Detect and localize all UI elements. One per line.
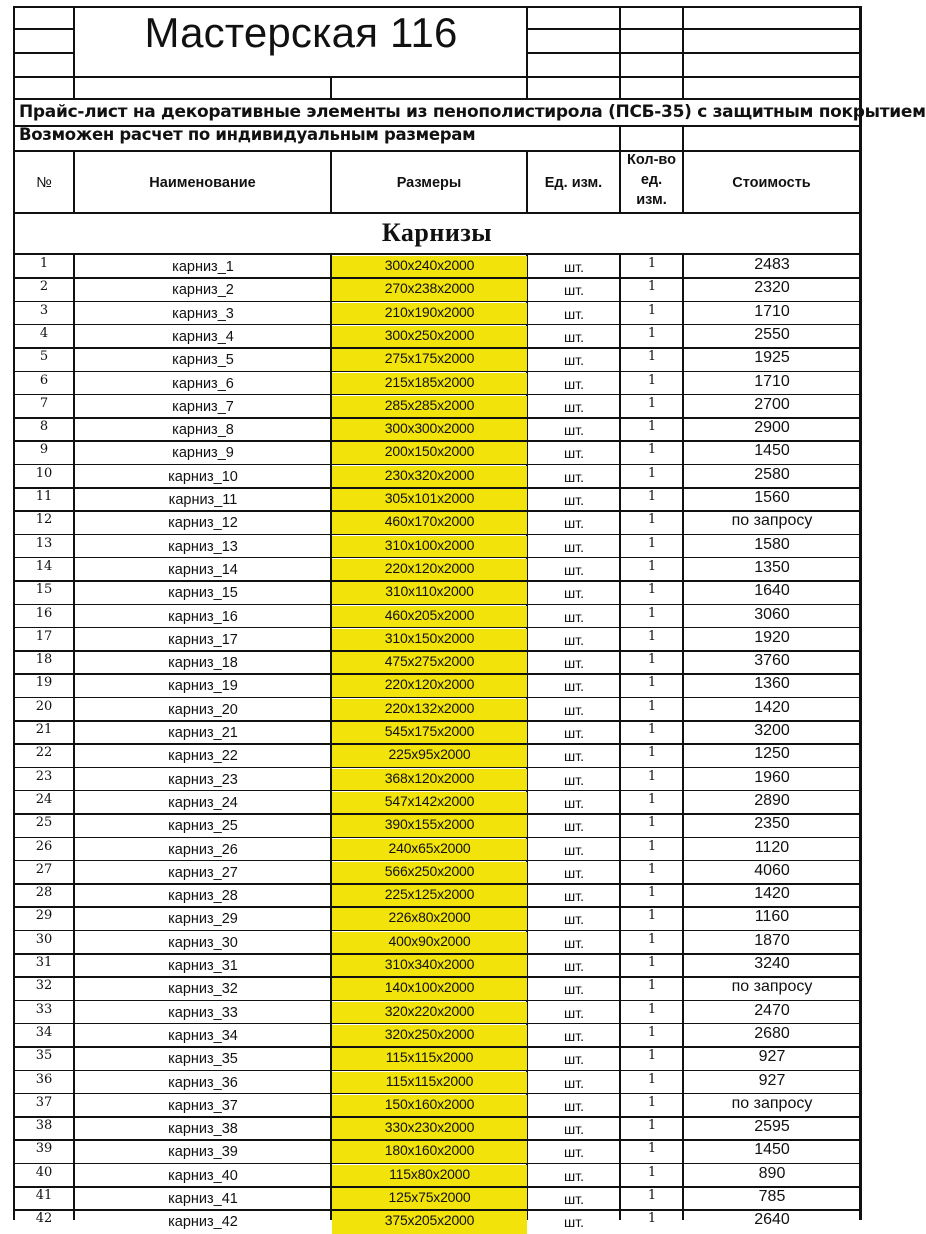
row-number: 25	[35, 815, 53, 831]
item-size: 180x160x2000	[384, 1142, 475, 1159]
item-unit: шт.	[564, 678, 584, 695]
item-size: 115x115x2000	[385, 1072, 474, 1089]
row-number: 9	[39, 442, 49, 458]
item-unit: шт.	[564, 1097, 584, 1114]
item-price: 1640	[754, 582, 790, 600]
column-header-num: №	[36, 175, 52, 191]
row-number: 23	[35, 768, 53, 784]
row-number: 22	[35, 745, 53, 761]
item-name: карниз_17	[168, 631, 238, 648]
item-unit: шт.	[564, 492, 584, 508]
item-price: 2640	[754, 1211, 790, 1229]
item-name: карниз_3	[172, 305, 234, 322]
item-unit: шт.	[564, 888, 584, 905]
item-name: карниз_24	[168, 794, 238, 811]
item-price: 3240	[754, 955, 790, 972]
custom-size-note: Возможен расчет по индивидуальным размерам	[19, 125, 476, 144]
header-rule	[13, 52, 75, 54]
item-name: карниз_32	[168, 981, 238, 998]
item-size: 330x230x2000	[384, 1119, 475, 1136]
item-quantity: 1	[647, 442, 657, 458]
item-name: карниз_4	[172, 328, 234, 345]
item-size: 230x320x2000	[384, 466, 475, 483]
item-price: 1450	[754, 1141, 790, 1159]
item-quantity: 1	[647, 1048, 657, 1064]
item-quantity: 1	[647, 256, 657, 271]
item-quantity: 1	[647, 395, 657, 411]
item-name: карниз_15	[168, 585, 238, 602]
item-size: 225x95x2000	[388, 746, 471, 763]
item-quantity: 1	[647, 978, 657, 994]
row-number: 16	[35, 605, 53, 621]
item-quantity: 1	[647, 512, 657, 528]
item-size: 545x175x2000	[384, 723, 475, 739]
item-name: карниз_20	[168, 701, 238, 718]
section-title-cornices: Карнизы	[381, 218, 493, 247]
item-price: 2700	[754, 395, 790, 413]
item-name: карниз_28	[168, 888, 238, 905]
item-price: 1250	[754, 745, 790, 763]
item-size: 275x175x2000	[384, 350, 475, 367]
row-number: 5	[39, 349, 49, 365]
item-size: 226x80x2000	[388, 909, 471, 926]
item-unit: шт.	[564, 1144, 584, 1161]
item-unit: шт.	[564, 468, 584, 485]
item-price: 1710	[754, 302, 790, 320]
item-size: 215x185x2000	[384, 373, 475, 390]
item-size: 320x220x2000	[384, 1002, 475, 1019]
item-name: карниз_42	[168, 1214, 238, 1231]
subtitle-rule	[13, 150, 862, 152]
item-unit: шт.	[564, 771, 584, 788]
item-unit: шт.	[564, 864, 584, 881]
row-number: 2	[39, 279, 49, 295]
item-price: 890	[758, 1164, 786, 1182]
item-size: 150x160x2000	[384, 1095, 475, 1112]
column-header-size: Размеры	[396, 175, 462, 191]
item-quantity: 1	[647, 628, 657, 644]
item-name: карниз_5	[172, 352, 234, 369]
item-unit: шт.	[564, 328, 584, 345]
item-size: 566x250x2000	[384, 862, 475, 879]
header-rule	[526, 52, 862, 54]
item-price: 1160	[754, 908, 790, 926]
item-size: 368x120x2000	[384, 769, 475, 786]
item-unit: шт.	[564, 818, 584, 835]
item-unit: шт.	[564, 585, 584, 602]
row-number: 34	[35, 1024, 53, 1040]
item-quantity: 1	[647, 1211, 657, 1227]
item-price: 927	[758, 1048, 786, 1066]
header-divider	[330, 76, 332, 99]
item-size: 320x250x2000	[384, 1025, 475, 1042]
row-number: 35	[35, 1048, 53, 1064]
header-bottom-rule	[13, 212, 862, 214]
item-unit: шт.	[564, 561, 584, 578]
item-unit: шт.	[564, 1191, 584, 1207]
item-size: 115x115x2000	[385, 1049, 474, 1066]
item-unit: шт.	[564, 748, 584, 765]
item-quantity: 1	[647, 325, 657, 341]
item-quantity: 1	[647, 1118, 657, 1134]
row-number: 38	[35, 1118, 53, 1134]
row-number: 36	[35, 1071, 53, 1087]
row-number: 4	[39, 325, 49, 341]
item-quantity: 1	[647, 791, 657, 807]
item-unit: шт.	[564, 631, 584, 648]
item-size: 310x100x2000	[384, 536, 475, 553]
item-size: 305x101x2000	[384, 490, 475, 506]
item-unit: шт.	[564, 1027, 584, 1044]
item-size: 125x75x2000	[388, 1189, 471, 1205]
item-quantity: 1	[647, 465, 657, 481]
item-size: 547x142x2000	[384, 792, 475, 809]
item-price: 2320	[754, 279, 790, 297]
item-name: карниз_8	[172, 422, 234, 439]
row-number: 6	[39, 372, 49, 388]
item-price: 1960	[754, 768, 790, 786]
row-number: 29	[35, 908, 53, 924]
column-header-name: Наименование	[149, 175, 256, 191]
item-unit: шт.	[564, 958, 584, 974]
item-quantity: 1	[647, 558, 657, 574]
header-rule	[13, 76, 862, 78]
item-unit: шт.	[564, 1074, 584, 1091]
item-unit: шт.	[564, 375, 584, 392]
item-unit: шт.	[564, 981, 584, 998]
item-unit: шт.	[564, 934, 584, 951]
item-unit: шт.	[564, 445, 584, 462]
item-price: 2890	[754, 791, 790, 809]
row-number: 13	[35, 535, 53, 551]
item-quantity: 1	[647, 302, 657, 318]
item-price: 1925	[754, 349, 790, 367]
row-number: 20	[35, 698, 53, 714]
note-divider	[682, 126, 684, 151]
item-name: карниз_7	[172, 398, 234, 415]
item-price: по запросу	[731, 1094, 813, 1112]
row-number: 28	[35, 885, 53, 901]
item-unit: шт.	[564, 608, 584, 625]
item-quantity: 1	[647, 698, 657, 714]
header-rule	[13, 28, 75, 30]
item-name: карниз_29	[168, 911, 238, 928]
item-price: 1580	[754, 535, 790, 553]
item-unit: шт.	[564, 701, 584, 718]
item-size: 390x155x2000	[384, 816, 475, 833]
item-size: 300x240x2000	[384, 257, 475, 273]
column-header-qty-3: изм.	[636, 192, 667, 208]
item-price: 2580	[754, 465, 790, 483]
row-number: 21	[35, 722, 53, 737]
item-size: 460x170x2000	[384, 513, 475, 530]
item-price: 3060	[754, 605, 790, 623]
row-number: 41	[35, 1188, 53, 1203]
frame-top	[13, 6, 862, 8]
item-price: 1420	[754, 885, 790, 903]
item-size: 220x132x2000	[384, 699, 475, 716]
item-size: 240x65x2000	[388, 839, 471, 856]
row-number: 32	[35, 978, 53, 994]
row-number: 30	[35, 931, 53, 947]
item-unit: шт.	[564, 398, 584, 415]
item-quantity: 1	[647, 931, 657, 947]
item-quantity: 1	[647, 1024, 657, 1040]
item-size: 475x275x2000	[384, 653, 475, 670]
row-number: 31	[35, 955, 53, 970]
item-name: карниз_10	[168, 468, 238, 485]
item-quantity: 1	[647, 955, 657, 970]
item-name: карниз_12	[168, 515, 238, 532]
item-name: карниз_30	[168, 934, 238, 951]
item-name: карниз_18	[168, 655, 238, 672]
row-number: 27	[35, 861, 53, 877]
item-unit: шт.	[564, 1004, 584, 1021]
item-quantity: 1	[647, 861, 657, 877]
row-number: 40	[35, 1164, 53, 1180]
row-number: 42	[35, 1211, 53, 1227]
item-quantity: 1	[647, 722, 657, 737]
item-quantity: 1	[647, 419, 657, 435]
item-name: карниз_13	[168, 538, 238, 555]
item-price: 3760	[754, 652, 790, 670]
item-name: карниз_26	[168, 841, 238, 858]
item-unit: шт.	[564, 655, 584, 672]
item-unit: шт.	[564, 1051, 584, 1068]
item-size: 310x110x2000	[385, 583, 474, 600]
item-quantity: 1	[647, 1141, 657, 1157]
item-unit: шт.	[564, 282, 584, 299]
item-price: 2483	[754, 256, 790, 273]
item-size: 460x205x2000	[384, 606, 475, 623]
row-number: 15	[35, 582, 53, 598]
item-quantity: 1	[647, 605, 657, 621]
item-name: карниз_2	[172, 282, 234, 299]
item-quantity: 1	[647, 885, 657, 901]
item-quantity: 1	[647, 1188, 657, 1203]
item-quantity: 1	[647, 489, 657, 504]
company-title: Мастерская 116	[144, 9, 458, 56]
header-rule	[13, 98, 862, 100]
item-size: 310x150x2000	[384, 629, 475, 646]
item-price: 2595	[754, 1118, 790, 1136]
row-number: 37	[35, 1094, 53, 1110]
item-name: карниз_34	[168, 1027, 238, 1044]
item-name: карниз_6	[172, 375, 234, 392]
item-price: 1560	[754, 489, 790, 506]
item-unit: шт.	[564, 794, 584, 811]
item-price: 2470	[754, 1001, 790, 1019]
item-unit: шт.	[564, 515, 584, 532]
row-number: 7	[39, 395, 49, 411]
item-size: 400x90x2000	[388, 932, 471, 949]
item-price: 4060	[754, 861, 790, 879]
item-price: 1120	[754, 838, 790, 856]
item-unit: шт.	[564, 1214, 584, 1231]
item-quantity: 1	[647, 768, 657, 784]
item-price: 1920	[754, 628, 790, 646]
item-name: карниз_11	[168, 492, 238, 508]
row-number: 3	[39, 302, 49, 318]
item-unit: шт.	[564, 725, 584, 741]
item-price: 1870	[754, 931, 790, 949]
item-price: 927	[758, 1071, 786, 1089]
row-number: 18	[35, 652, 53, 668]
item-name: карниз_22	[168, 748, 238, 765]
row-number: 1	[39, 256, 49, 271]
item-quantity: 1	[647, 675, 657, 691]
item-price: 1710	[754, 372, 790, 390]
item-quantity: 1	[647, 372, 657, 388]
item-unit: шт.	[564, 1121, 584, 1138]
item-price: по запросу	[731, 978, 813, 996]
item-name: карниз_38	[168, 1121, 238, 1138]
item-name: карниз_35	[168, 1051, 238, 1068]
item-price: 2350	[754, 815, 790, 833]
row-number: 11	[35, 489, 53, 504]
item-name: карниз_31	[168, 958, 238, 974]
item-name: карниз_9	[172, 445, 234, 462]
item-unit: шт.	[564, 422, 584, 439]
item-size: 210x190x2000	[384, 303, 475, 320]
item-name: карниз_41	[168, 1191, 238, 1207]
item-quantity: 1	[647, 279, 657, 295]
row-number: 10	[35, 465, 53, 481]
item-name: карниз_14	[168, 561, 238, 578]
row-number: 19	[35, 675, 53, 691]
item-size: 225x125x2000	[384, 886, 475, 903]
item-name: карниз_19	[168, 678, 238, 695]
column-header-price: Стоимость	[732, 175, 811, 191]
item-unit: шт.	[564, 1167, 584, 1184]
item-price: 2680	[754, 1024, 790, 1042]
item-size: 115x80x2000	[389, 1165, 470, 1182]
item-quantity: 1	[647, 1071, 657, 1087]
row-number: 39	[35, 1141, 53, 1157]
item-size: 220x120x2000	[384, 559, 475, 576]
item-name: карниз_25	[168, 818, 238, 835]
item-quantity: 1	[647, 815, 657, 831]
header-rule	[526, 28, 862, 30]
item-unit: шт.	[564, 538, 584, 555]
price-list-subtitle: Прайс-лист на декоративные элементы из пенополистирола (ПСБ-35) с защитным покрытием	[19, 102, 926, 122]
row-number: 26	[35, 838, 53, 854]
column-header-qty-2: ед.	[640, 172, 663, 188]
item-name: карниз_23	[168, 771, 238, 788]
column-header-qty-1: Кол-во	[627, 152, 676, 168]
row-number: 14	[35, 558, 53, 574]
item-unit: шт.	[564, 911, 584, 928]
item-name: карниз_33	[168, 1004, 238, 1021]
item-price: 1350	[754, 558, 790, 576]
column-header-unit: Ед. изм.	[544, 175, 603, 191]
row-number: 17	[35, 628, 53, 644]
item-name: карниз_16	[168, 608, 238, 625]
item-quantity: 1	[647, 535, 657, 551]
item-size: 270x238x2000	[384, 280, 475, 297]
item-price: 3200	[754, 722, 790, 739]
item-quantity: 1	[647, 349, 657, 365]
item-name: карниз_39	[168, 1144, 238, 1161]
row-number: 33	[35, 1001, 53, 1017]
item-name: карниз_27	[168, 864, 238, 881]
item-quantity: 1	[647, 582, 657, 598]
item-price: 1450	[754, 442, 790, 460]
item-size: 140x100x2000	[384, 979, 475, 996]
item-size: 200x150x2000	[384, 443, 475, 460]
item-name: карниз_1	[172, 259, 234, 275]
item-name: карниз_40	[168, 1167, 238, 1184]
item-name: карниз_37	[168, 1097, 238, 1114]
item-quantity: 1	[647, 838, 657, 854]
item-size: 310x340x2000	[384, 956, 475, 972]
item-price: 1420	[754, 698, 790, 716]
item-size: 300x300x2000	[384, 420, 475, 437]
item-quantity: 1	[647, 652, 657, 668]
item-unit: шт.	[564, 259, 584, 275]
item-name: карниз_36	[168, 1074, 238, 1091]
item-size: 285x285x2000	[384, 396, 475, 413]
section-rule	[13, 253, 862, 255]
row-number: 24	[35, 791, 53, 807]
item-quantity: 1	[647, 1164, 657, 1180]
item-size: 375x205x2000	[384, 1212, 475, 1229]
item-price: 785	[758, 1188, 786, 1205]
item-price: 1360	[754, 675, 790, 693]
item-quantity: 1	[647, 1094, 657, 1110]
item-unit: шт.	[564, 305, 584, 322]
item-unit: шт.	[564, 352, 584, 369]
item-unit: шт.	[564, 841, 584, 858]
item-quantity: 1	[647, 1001, 657, 1017]
item-size: 300x250x2000	[384, 326, 475, 343]
item-quantity: 1	[647, 745, 657, 761]
row-number: 12	[35, 512, 53, 528]
item-price: 2550	[754, 325, 790, 343]
item-size: 220x120x2000	[384, 676, 475, 693]
item-price: 2900	[754, 419, 790, 437]
item-name: карниз_21	[168, 725, 238, 741]
note-divider	[619, 126, 621, 151]
item-quantity: 1	[647, 908, 657, 924]
row-number: 8	[39, 419, 49, 435]
item-price: по запросу	[731, 512, 813, 530]
